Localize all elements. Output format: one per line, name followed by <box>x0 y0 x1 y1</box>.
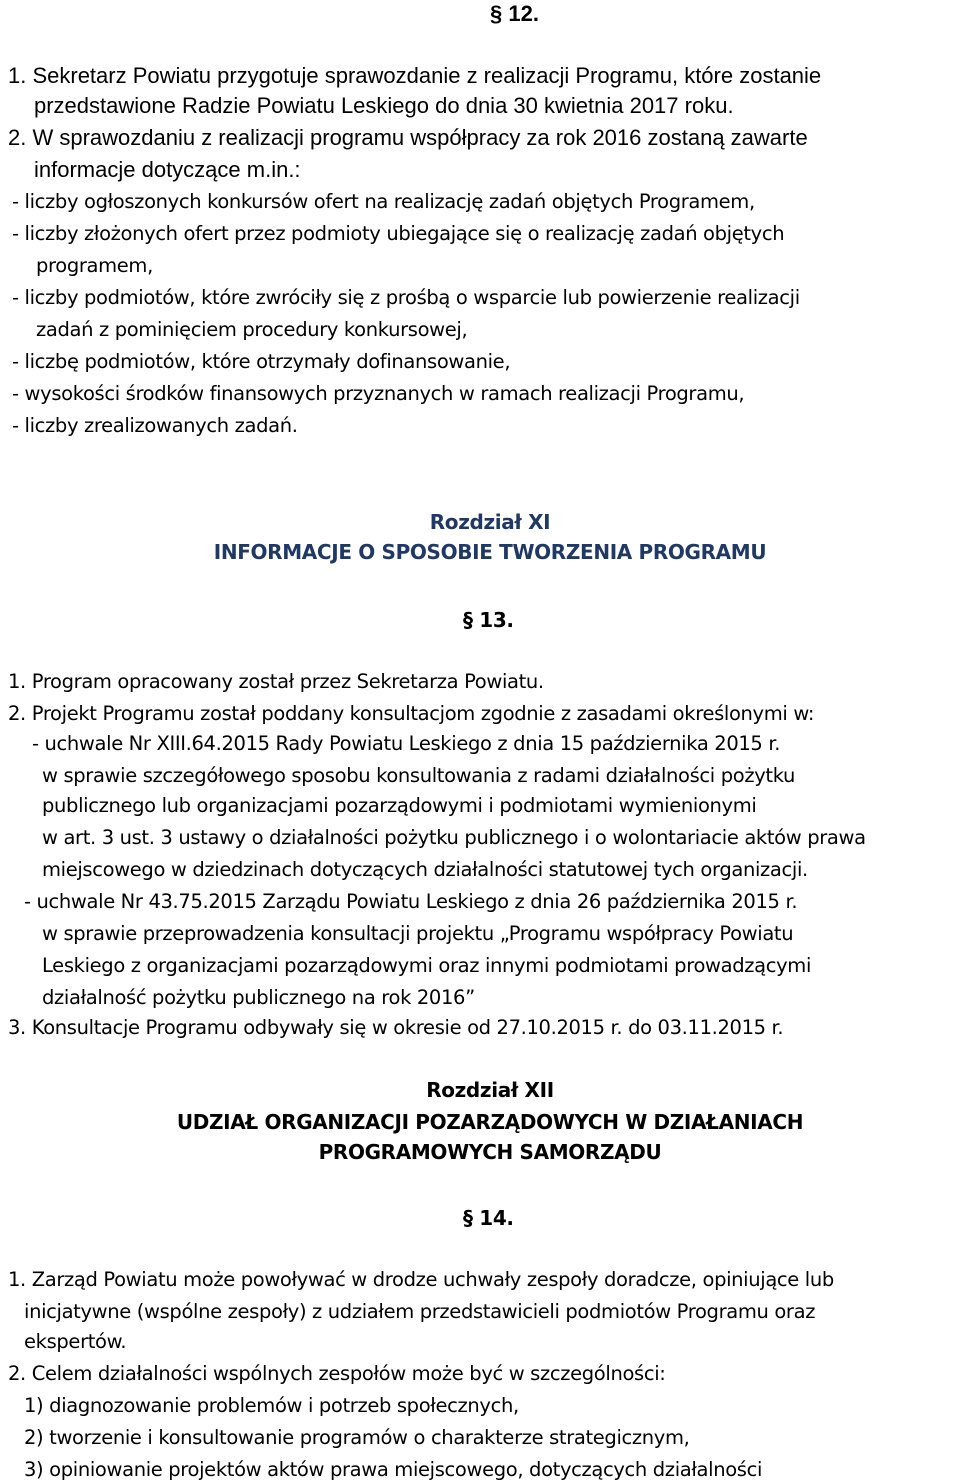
s14-line: 1) diagnozowanie problemów i potrzeb społecznych, <box>24 1394 519 1417</box>
s12-point-2-line-1: 2. W sprawozdaniu z realizacji programu współpracy za rok 2016 zostaną zawarte <box>8 125 808 150</box>
s12-item: - liczby złożonych ofert przez podmioty ubiegające się o realizację zadań objętych <box>12 222 785 245</box>
section-13-heading: § 13. <box>463 608 514 632</box>
s12-point-1-line-2: przedstawione Radzie Powiatu Leskiego do dnia 30 kwietnia 2017 roku. <box>34 93 734 118</box>
s12-item: - liczbę podmiotów, które otrzymały dofinansowanie, <box>12 350 511 373</box>
section-12-heading: § 12. <box>490 1 539 26</box>
chapter-11-title: Rozdział XI <box>429 510 551 534</box>
chapter-12-subtitle-line-2: PROGRAMOWYCH SAMORZĄDU <box>318 1140 662 1164</box>
s14-line: 2) tworzenie i konsultowanie programów o charakterze strategicznym, <box>24 1426 690 1449</box>
s12-item: programem, <box>36 254 153 277</box>
s13-line: w sprawie szczegółowego sposobu konsultowania z radami działalności pożytku <box>42 764 796 787</box>
s12-point-1-line-1: 1. Sekretarz Powiatu przygotuje sprawozdanie z realizacji Programu, które zostanie <box>8 63 822 88</box>
s13-line: Leskiego z organizacjami pozarządowymi oraz innymi podmiotami prowadzącymi <box>42 954 812 977</box>
s13-line: - uchwale Nr XIII.64.2015 Rady Powiatu Leskiego z dnia 15 października 2015 r. <box>32 732 781 755</box>
s13-line: w art. 3 ust. 3 ustawy o działalności pożytku publicznego i o wolontariacie aktów prawa <box>42 826 866 849</box>
section-14-heading: § 14. <box>463 1206 514 1230</box>
s13-line: publicznego lub organizacjami pozarządowymi i podmiotami wymienionymi <box>42 794 757 817</box>
s13-line: 3. Konsultacje Programu odbywały się w okresie od 27.10.2015 r. do 03.11.2015 r. <box>8 1016 784 1039</box>
s13-line: 1. Program opracowany został przez Sekretarza Powiatu. <box>8 670 544 693</box>
s12-item: - wysokości środków finansowych przyznanych w ramach realizacji Programu, <box>12 382 745 405</box>
s14-line: inicjatywne (wspólne zespoły) z udziałem przedstawicieli podmiotów Programu oraz <box>24 1300 816 1323</box>
s12-item: - liczby zrealizowanych zadań. <box>12 414 298 437</box>
chapter-12-subtitle-line-1: UDZIAŁ ORGANIZACJI POZARZĄDOWYCH W DZIAŁANIACH <box>176 1110 804 1134</box>
s12-item: - liczby ogłoszonych konkursów ofert na realizację zadań objętych Programem, <box>12 190 755 213</box>
chapter-11-subtitle: INFORMACJE O SPOSOBIE TWORZENIA PROGRAMU <box>213 540 767 564</box>
s14-line: 1. Zarząd Powiatu może powoływać w drodze uchwały zespoły doradcze, opiniujące lub <box>8 1268 834 1291</box>
s12-point-2-line-2: informacje dotyczące m.in.: <box>34 157 301 182</box>
s12-item: zadań z pominięciem procedury konkursowej, <box>36 318 468 341</box>
chapter-12-title: Rozdział XII <box>426 1078 554 1102</box>
s14-line: 2. Celem działalności wspólnych zespołów może być w szczególności: <box>8 1362 666 1385</box>
s14-line: ekspertów. <box>24 1330 127 1353</box>
s13-line: 2. Projekt Programu został poddany konsultacjom zgodnie z zasadami określonymi w: <box>8 702 815 725</box>
s13-line: - uchwale Nr 43.75.2015 Zarządu Powiatu Leskiego z dnia 26 października 2015 r. <box>24 890 798 913</box>
s13-line: miejscowego w dziedzinach dotyczących działalności statutowej tych organizacji. <box>42 858 808 881</box>
s13-line: w sprawie przeprowadzenia konsultacji projektu „Programu współpracy Powiatu <box>42 922 794 945</box>
s13-line: działalność pożytku publicznego na rok 2016” <box>42 986 475 1009</box>
s14-line: 3) opiniowanie projektów aktów prawa miejscowego, dotyczących działalności <box>24 1458 763 1481</box>
s12-item: - liczby podmiotów, które zwróciły się z prośbą o wsparcie lub powierzenie realizacji <box>12 286 800 309</box>
